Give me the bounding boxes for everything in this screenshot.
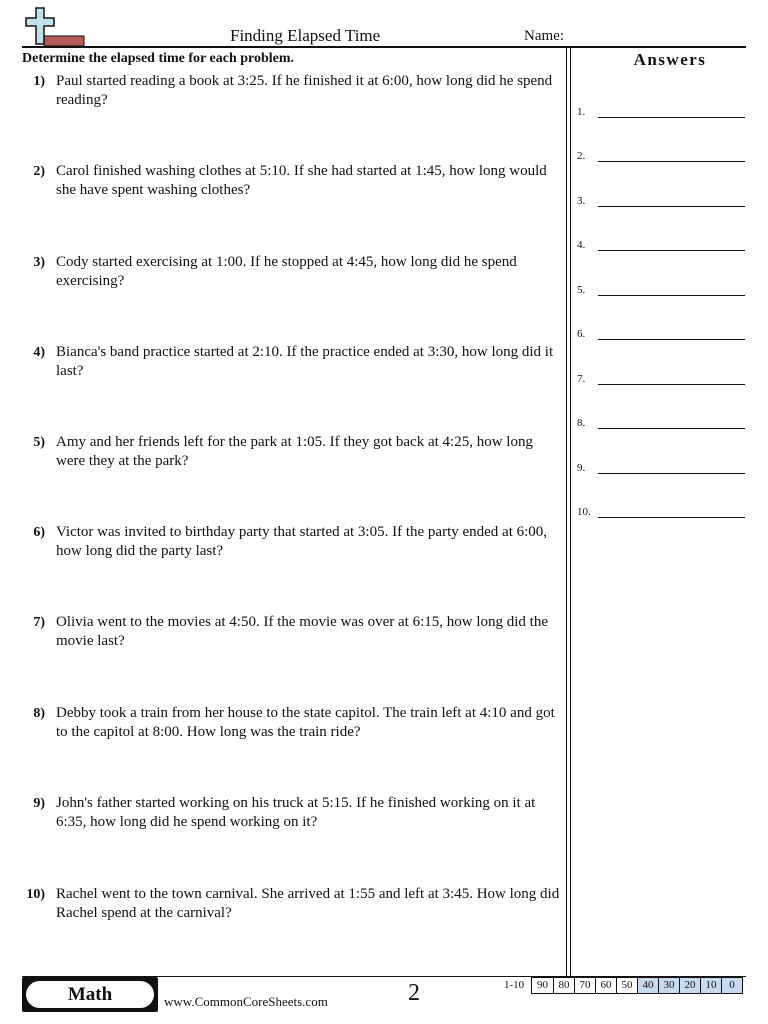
problem-text: John's father started working on his truck at 5:15. If he finished working on it at 6:35, how long did he spend working on it?: [56, 795, 536, 830]
answer-blank[interactable]: [598, 339, 745, 340]
answer-row: [577, 504, 747, 518]
answer-number: 3.: [577, 195, 586, 207]
answer-number: 4.: [577, 239, 586, 251]
score-cell: 90: [537, 979, 548, 991]
answers-heading: Answers: [633, 50, 707, 69]
problem-text: Rachel went to the town carnival. She arrived at 1:55 and left at 3:45. How long did Rachel spend at the carnival?: [56, 886, 560, 921]
answer-number: 10.: [577, 506, 591, 518]
answer-row: [577, 282, 747, 296]
problem-number: 9): [33, 796, 45, 811]
answer-row: [577, 193, 747, 207]
problem-number: 10): [26, 887, 45, 902]
answer-blank[interactable]: [598, 161, 745, 162]
score-cell: 60: [595, 978, 616, 993]
problem-item: [22, 162, 562, 200]
problem-number: 8): [33, 706, 45, 721]
answer-row: [577, 415, 747, 429]
answer-row: [577, 237, 747, 251]
problem-text: Victor was invited to birthday party that started at 3:05. If the party ended at 6:00, how long did the party last?: [56, 524, 548, 559]
name-label: Name:: [524, 28, 564, 44]
answer-number: 5.: [577, 284, 586, 296]
problem-number: 5): [33, 435, 45, 450]
problem-number: 3): [33, 255, 45, 270]
worksheet-title: Finding Elapsed Time: [230, 26, 381, 45]
score-cell: 0: [721, 978, 742, 993]
column-divider: [566, 48, 567, 976]
score-cell: 20: [679, 978, 700, 993]
answer-row: [577, 104, 747, 118]
column-divider: [570, 48, 571, 976]
answer-number: 1.: [577, 106, 586, 118]
problem-number: 6): [33, 525, 45, 540]
answer-row: [577, 326, 747, 340]
problem-item: [22, 885, 562, 923]
answer-row: [577, 148, 747, 162]
problem-text: Paul started reading a book at 3:25. If he finished it at 6:00, how long did he spend reading?: [56, 73, 553, 108]
answer-blank[interactable]: [598, 473, 745, 474]
answer-number: 7.: [577, 373, 586, 385]
answer-row: [577, 460, 747, 474]
score-cell: 80: [553, 978, 574, 993]
problem-item: [22, 72, 562, 110]
answer-blank[interactable]: [598, 295, 745, 296]
answer-number: 9.: [577, 462, 586, 474]
answer-number: 6.: [577, 328, 586, 340]
score-cell: 30: [658, 978, 679, 993]
score-cell: 50: [616, 978, 637, 993]
problem-item: [22, 343, 562, 381]
website-link[interactable]: www.CommonCoreSheets.com: [164, 994, 328, 1009]
answer-row: [577, 371, 747, 385]
problem-item: [22, 704, 562, 742]
answer-blank[interactable]: [598, 250, 745, 251]
problem-text: Amy and her friends left for the park at 1:05. If they got back at 4:25, how long were they at the park?: [56, 434, 533, 469]
subject-badge: [22, 977, 158, 1012]
answer-blank[interactable]: [598, 206, 745, 207]
answer-blank[interactable]: [598, 517, 745, 518]
problem-text: Debby took a train from her house to the state capitol. The train left at 4:10 and got to the capitol at 8:00. How long was the train ride?: [56, 705, 555, 740]
problem-text: Olivia went to the movies at 4:50. If the movie was over at 6:15, how long did the movie last?: [56, 614, 548, 649]
score-cell: 10: [700, 978, 721, 993]
answer-blank[interactable]: [598, 117, 745, 118]
score-cell: 70: [574, 978, 595, 993]
answer-number: 2.: [577, 150, 586, 162]
problem-number: 2): [33, 164, 45, 179]
problem-item: [22, 613, 562, 651]
problem-text: Bianca's band practice started at 2:10. If the practice ended at 3:30, how long did it last?: [56, 344, 554, 379]
page-number: 2: [408, 980, 420, 1006]
answer-number: 8.: [577, 417, 586, 429]
score-table: [531, 977, 743, 994]
problem-item: [22, 794, 562, 832]
subject-label: Math: [26, 981, 154, 1008]
answer-blank[interactable]: [598, 384, 745, 385]
problem-number: 7): [33, 615, 45, 630]
answer-blank[interactable]: [598, 428, 745, 429]
problem-text: Cody started exercising at 1:00. If he stopped at 4:45, how long did he spend exercising?: [56, 254, 517, 289]
problem-number: 4): [33, 345, 45, 360]
problem-item: [22, 523, 562, 561]
instructions: Determine the elapsed time for each problem.: [22, 51, 295, 66]
problem-number: 1): [33, 74, 45, 89]
problem-text: Carol finished washing clothes at 5:10. If she had started at 1:45, how long would she have spent washing clothes?: [56, 163, 547, 198]
problem-item: [22, 253, 562, 291]
score-range-label: 1-10: [504, 979, 525, 991]
header-divider: [22, 46, 746, 48]
problem-item: [22, 433, 562, 471]
commoncoresheets-logo-icon: [22, 6, 86, 48]
score-cell: 40: [637, 978, 658, 993]
